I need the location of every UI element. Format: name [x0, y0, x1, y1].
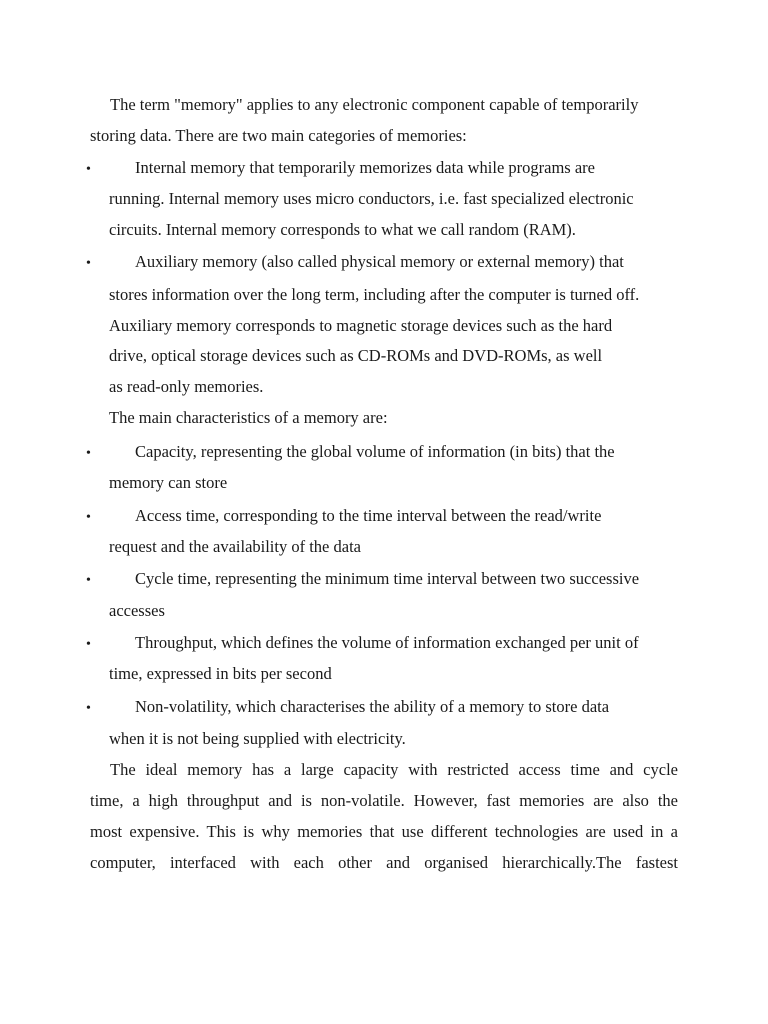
- capacity-line-2: memory can store: [109, 473, 228, 492]
- closing-line-2: time, a high throughput and is non-volatile. However, fast memories are also the: [90, 791, 678, 810]
- closing-line-3: most expensive. This is why memories that use different technologies are used in a: [90, 822, 678, 841]
- closing-line-1: The ideal memory has a large capacity with restricted access time and cycle: [110, 760, 678, 779]
- closing-line-4: computer, interfaced with each other and organised hierarchically.The fastest: [90, 853, 678, 872]
- bullet-auxiliary-memory: •: [86, 256, 91, 271]
- bullet-internal-memory: •: [86, 162, 91, 177]
- bullet-cycle-time: •: [86, 573, 91, 588]
- characteristics-heading: The main characteristics of a memory are:: [109, 408, 388, 427]
- non-volatility-line-2: when it is not being supplied with electricity.: [109, 729, 406, 748]
- auxiliary-memory-line-3: Auxiliary memory corresponds to magnetic storage devices such as the hard: [109, 316, 613, 335]
- bullet-access-time: •: [86, 510, 91, 525]
- auxiliary-memory-line-5: as read-only memories.: [109, 377, 264, 396]
- bullet-throughput: •: [86, 637, 91, 652]
- non-volatility-line-1: Non-volatility, which characterises the ability of a memory to store data: [135, 697, 610, 716]
- access-time-line-2: request and the availability of the data: [109, 537, 361, 556]
- cycle-time-line-1: Cycle time, representing the minimum time interval between two successive: [135, 569, 640, 588]
- auxiliary-memory-line-1: Auxiliary memory (also called physical memory or external memory) that: [135, 252, 624, 271]
- internal-memory-line-1: Internal memory that temporarily memorizes data while programs are: [135, 158, 595, 177]
- auxiliary-memory-line-2: stores information over the long term, including after the computer is turned off.: [109, 285, 640, 304]
- cycle-time-line-2: accesses: [109, 601, 165, 620]
- access-time-line-1: Access time, corresponding to the time interval between the read/write: [135, 506, 602, 525]
- bullet-capacity: •: [86, 446, 91, 461]
- auxiliary-memory-line-4: drive, optical storage devices such as CD-ROMs and DVD-ROMs, as well: [109, 346, 603, 365]
- capacity-line-1: Capacity, representing the global volume of information (in bits) that the: [135, 442, 615, 461]
- intro-line-1: The term "memory" applies to any electronic component capable of temporarily: [110, 95, 639, 114]
- internal-memory-line-3: circuits. Internal memory corresponds to what we call random (RAM).: [109, 220, 576, 239]
- bullet-non-volatility: •: [86, 701, 91, 716]
- throughput-line-1: Throughput, which defines the volume of information exchanged per unit of: [135, 633, 639, 652]
- internal-memory-line-2: running. Internal memory uses micro conductors, i.e. fast specialized electronic: [109, 189, 634, 208]
- throughput-line-2: time, expressed in bits per second: [109, 664, 332, 683]
- intro-line-2: storing data. There are two main categories of memories:: [90, 126, 467, 145]
